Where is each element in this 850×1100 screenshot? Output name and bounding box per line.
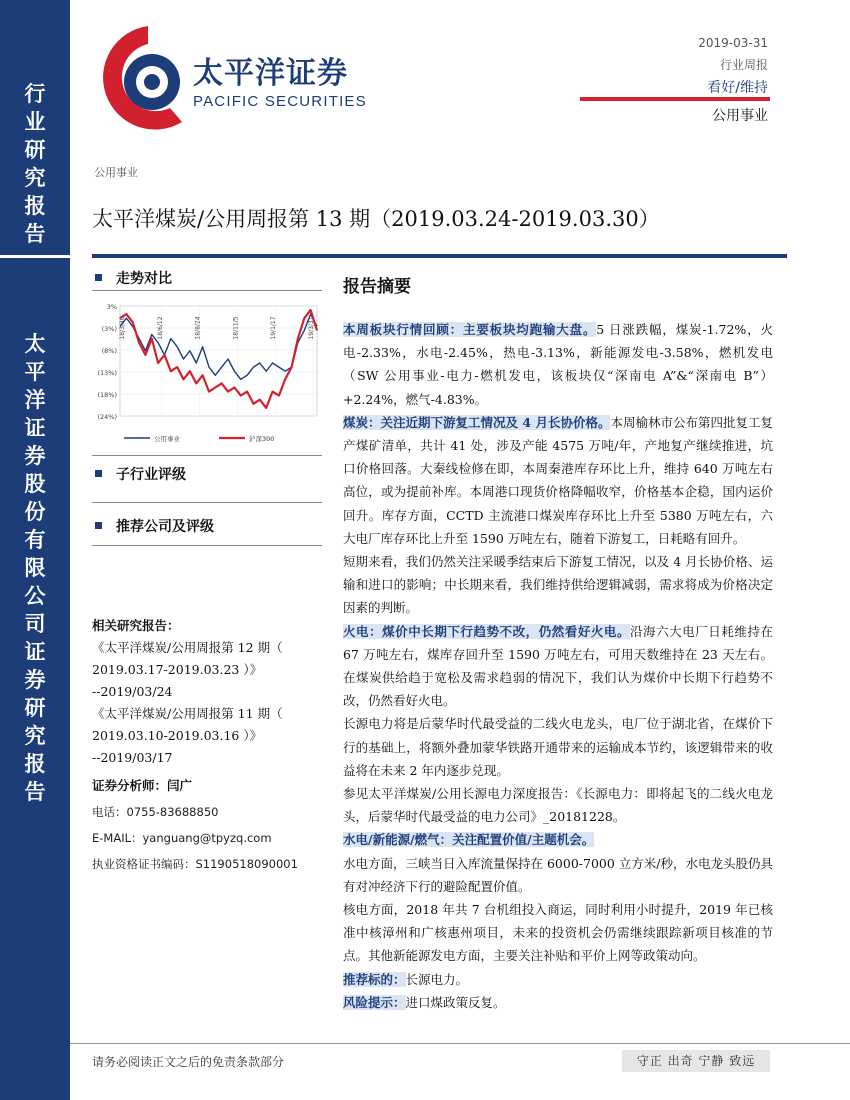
report-date: 2019-03-31 <box>698 36 768 50</box>
analyst-phone: 电话：0755-83688850 <box>92 805 219 819</box>
logo-name-en: PACIFIC SECURITIES <box>193 93 367 110</box>
title-divider <box>92 254 787 258</box>
logo-mark-icon <box>90 18 200 138</box>
related-report-link[interactable]: 《太平洋煤炭/公用周报第 11 期（ 2019.03.10-2019.03.16 ）》 <box>92 706 283 743</box>
summary-highlight: 本周板块行情回顾：主要板块均跑输大盘。 <box>343 322 597 337</box>
summary-paragraph <box>343 411 773 550</box>
summary-text: 水电方面，三峡当日入库流量保持在 6000-7000 立方米/秒，水电龙头股仍具有对冲经济下行的避险配置价值。 <box>343 855 774 894</box>
series-line-2 <box>120 310 317 408</box>
summary-highlight: 煤炭：关注近期下游复工情况及 4 月长协价格。 <box>343 414 611 430</box>
sidebar-divider <box>0 255 70 258</box>
section-sub-industry-label: 子行业评级 <box>116 467 186 483</box>
square-bullet-icon <box>95 470 102 477</box>
y-tick-label: (3%) <box>101 325 117 333</box>
sidebar-label-top: 行 业 研 究 报 告 <box>24 81 46 246</box>
summary-highlight: 风险提示： <box>343 994 406 1010</box>
header-accent-line <box>580 97 770 101</box>
section-divider <box>92 455 322 456</box>
summary-paragraph <box>343 782 773 828</box>
section-recommend-heading <box>95 516 214 536</box>
related-report-link[interactable]: 《太平洋煤炭/公用周报第 12 期（ 2019.03.17-2019.03.23 ）》 <box>92 640 283 677</box>
section-divider <box>92 290 322 291</box>
x-tick-label: 19/3/31 <box>308 316 315 340</box>
section-trend-heading <box>95 268 172 288</box>
sidebar-label-bottom: 太 平 洋 证 券 股 份 有 限 公 司 证 券 研 究 报 告 <box>24 331 46 804</box>
industry-rating: 看好/维持 <box>707 80 768 96</box>
summary-paragraph <box>343 550 773 620</box>
x-tick-label: 18/6/12 <box>156 316 164 340</box>
legend-label: 沪深300 <box>249 435 275 443</box>
analyst-cert: 执业资格证书编码：S1190518090001 <box>92 857 298 871</box>
related-report-date: --2019/03/24 <box>92 684 173 699</box>
summary-text: 本周榆林市公布第四批复工复产煤矿清单，共计 41 处，涉及产能 4575 万吨/年，产地复产继续推进，坑口价格回落。大秦线检修在即，本周秦港库存环比上升，维持 640 万吨左右高位，或为提前补库。本周港口现货价格降幅收窄，价格基本企稳，国内运价回升。库存方面，CCTD 主流港口煤炭库存环比上升至 5380 万吨左右，六大电厂库存环比上升至 1590 万吨左右，随着下游复工，日耗略有回升。 <box>343 414 773 546</box>
summary-text: 参见太平洋煤炭/公用长源电力深度报告：《长源电力：即将起飞的二线火电龙头，后蒙华时代最受益的电力公司》_20181228。 <box>343 786 773 825</box>
sector-label: 公用事业 <box>94 166 138 179</box>
summary-title: 报告摘要 <box>343 277 411 297</box>
summary-highlight: 水电/新能源/燃气：关注配置价值/主题机会。 <box>343 832 595 848</box>
summary-text: 进口煤政策反复。 <box>405 994 506 1010</box>
summary-text: 核电方面，2018 年共 7 台机组投入商运，同时利用小时提升，2019 年已核准中核漳州和广核惠州项目，未来的投资机会仍需继续跟踪新项目核准的节点。其他新能源发电方面，主要关注补贴和平价上网等政策动向。 <box>343 902 773 964</box>
square-bullet-icon <box>95 522 102 529</box>
header-sector: 公用事业 <box>712 108 768 124</box>
related-report-date: --2019/03/17 <box>92 750 173 765</box>
summary-text: 沿海六大电厂日耗维持在 67 万吨左右，煤库存回升至 1590 万吨左右，可用天数维持在 23 天左右。在煤炭供给趋于宽松及需求趋弱的情况下，我们认为煤价中长期下行趋势不改，仍然看好火电。 <box>343 623 773 709</box>
page-title: 太平洋煤炭/公用周报第 13 期（2019.03.24-2019.03.30） <box>92 207 660 231</box>
summary-paragraph <box>343 852 773 898</box>
section-divider <box>92 502 322 503</box>
summary-text: 短期来看，我们仍然关注采暖季结束后下游复工情况，以及 4 月长协价格、运输和进口的影响；中长期来看，我们维持供给逻辑减弱，需求将成为价格决定因素的判断。 <box>343 554 773 616</box>
summary-body <box>343 318 773 1014</box>
summary-text: 长源电力将是后蒙华时代最受益的二线火电龙头，电厂位于湖北省，在煤价下行的基础上，将额外叠加蒙华铁路开通带来的运输成本节约，该逻辑带来的收益将在未来 2 年内逐步兑现。 <box>343 716 773 778</box>
summary-paragraph <box>343 712 773 782</box>
summary-paragraph <box>343 318 773 411</box>
y-tick-label: (13%) <box>97 369 117 377</box>
y-tick-label: 3% <box>106 303 117 311</box>
summary-highlight: 推荐标的： <box>343 971 406 987</box>
summary-text: 5 日涨跌幅，煤炭-1.72%，火电-2.33%，水电-2.45%，热电-3.13%，新能源发电-3.58%，燃机发电（SW 公用事业-电力-燃机发电，该板块仅“深南电 A”&“深南电 B”）+2.24%，燃气-4.83%。 <box>343 322 773 407</box>
report-type: 行业周报 <box>719 58 768 72</box>
section-divider <box>92 545 322 546</box>
footer-disclaimer: 请务必阅读正文之后的免责条款部分 <box>92 1055 285 1069</box>
section-sub-industry-heading <box>95 464 186 484</box>
x-tick-label: 19/1/17 <box>270 316 278 340</box>
related-reports-label: 相关研究报告： <box>92 618 180 633</box>
legend-label: 公用事业 <box>154 435 180 443</box>
footer-divider <box>70 1043 850 1044</box>
analyst-email[interactable]: E-MAIL：yanguang@tpyzq.com <box>92 831 272 845</box>
summary-paragraph <box>343 968 773 991</box>
y-tick-label: (18%) <box>97 391 117 399</box>
analyst-name: 证券分析师：闫广 <box>92 778 193 793</box>
summary-text: 长源电力。 <box>405 971 469 987</box>
summary-highlight: 火电：煤价中长期下行趋势不改，仍然看好火电。 <box>343 623 631 639</box>
footer-motto: 守正 出奇 宁静 致远 <box>622 1050 770 1072</box>
x-tick-label: 18/8/24 <box>194 316 202 340</box>
summary-paragraph <box>343 620 773 713</box>
trend-chart <box>92 298 322 448</box>
summary-paragraph <box>343 991 773 1014</box>
related-reports <box>92 615 342 769</box>
y-tick-label: (24%) <box>97 413 117 421</box>
analyst-info <box>92 773 342 877</box>
y-tick-label: (8%) <box>101 347 117 355</box>
chart-frame <box>120 306 317 416</box>
square-bullet-icon <box>95 274 102 281</box>
left-sidebar <box>0 0 70 1100</box>
section-trend-label: 走势对比 <box>116 271 172 287</box>
summary-paragraph <box>343 898 773 968</box>
trend-chart-svg <box>92 298 322 448</box>
section-recommend-label: 推荐公司及评级 <box>116 519 214 535</box>
logo-name-cn: 太平洋证券 <box>193 56 348 91</box>
summary-paragraph <box>343 828 773 851</box>
x-tick-label: 18/3/30 <box>119 316 126 340</box>
x-tick-label: 18/11/5 <box>232 316 240 340</box>
